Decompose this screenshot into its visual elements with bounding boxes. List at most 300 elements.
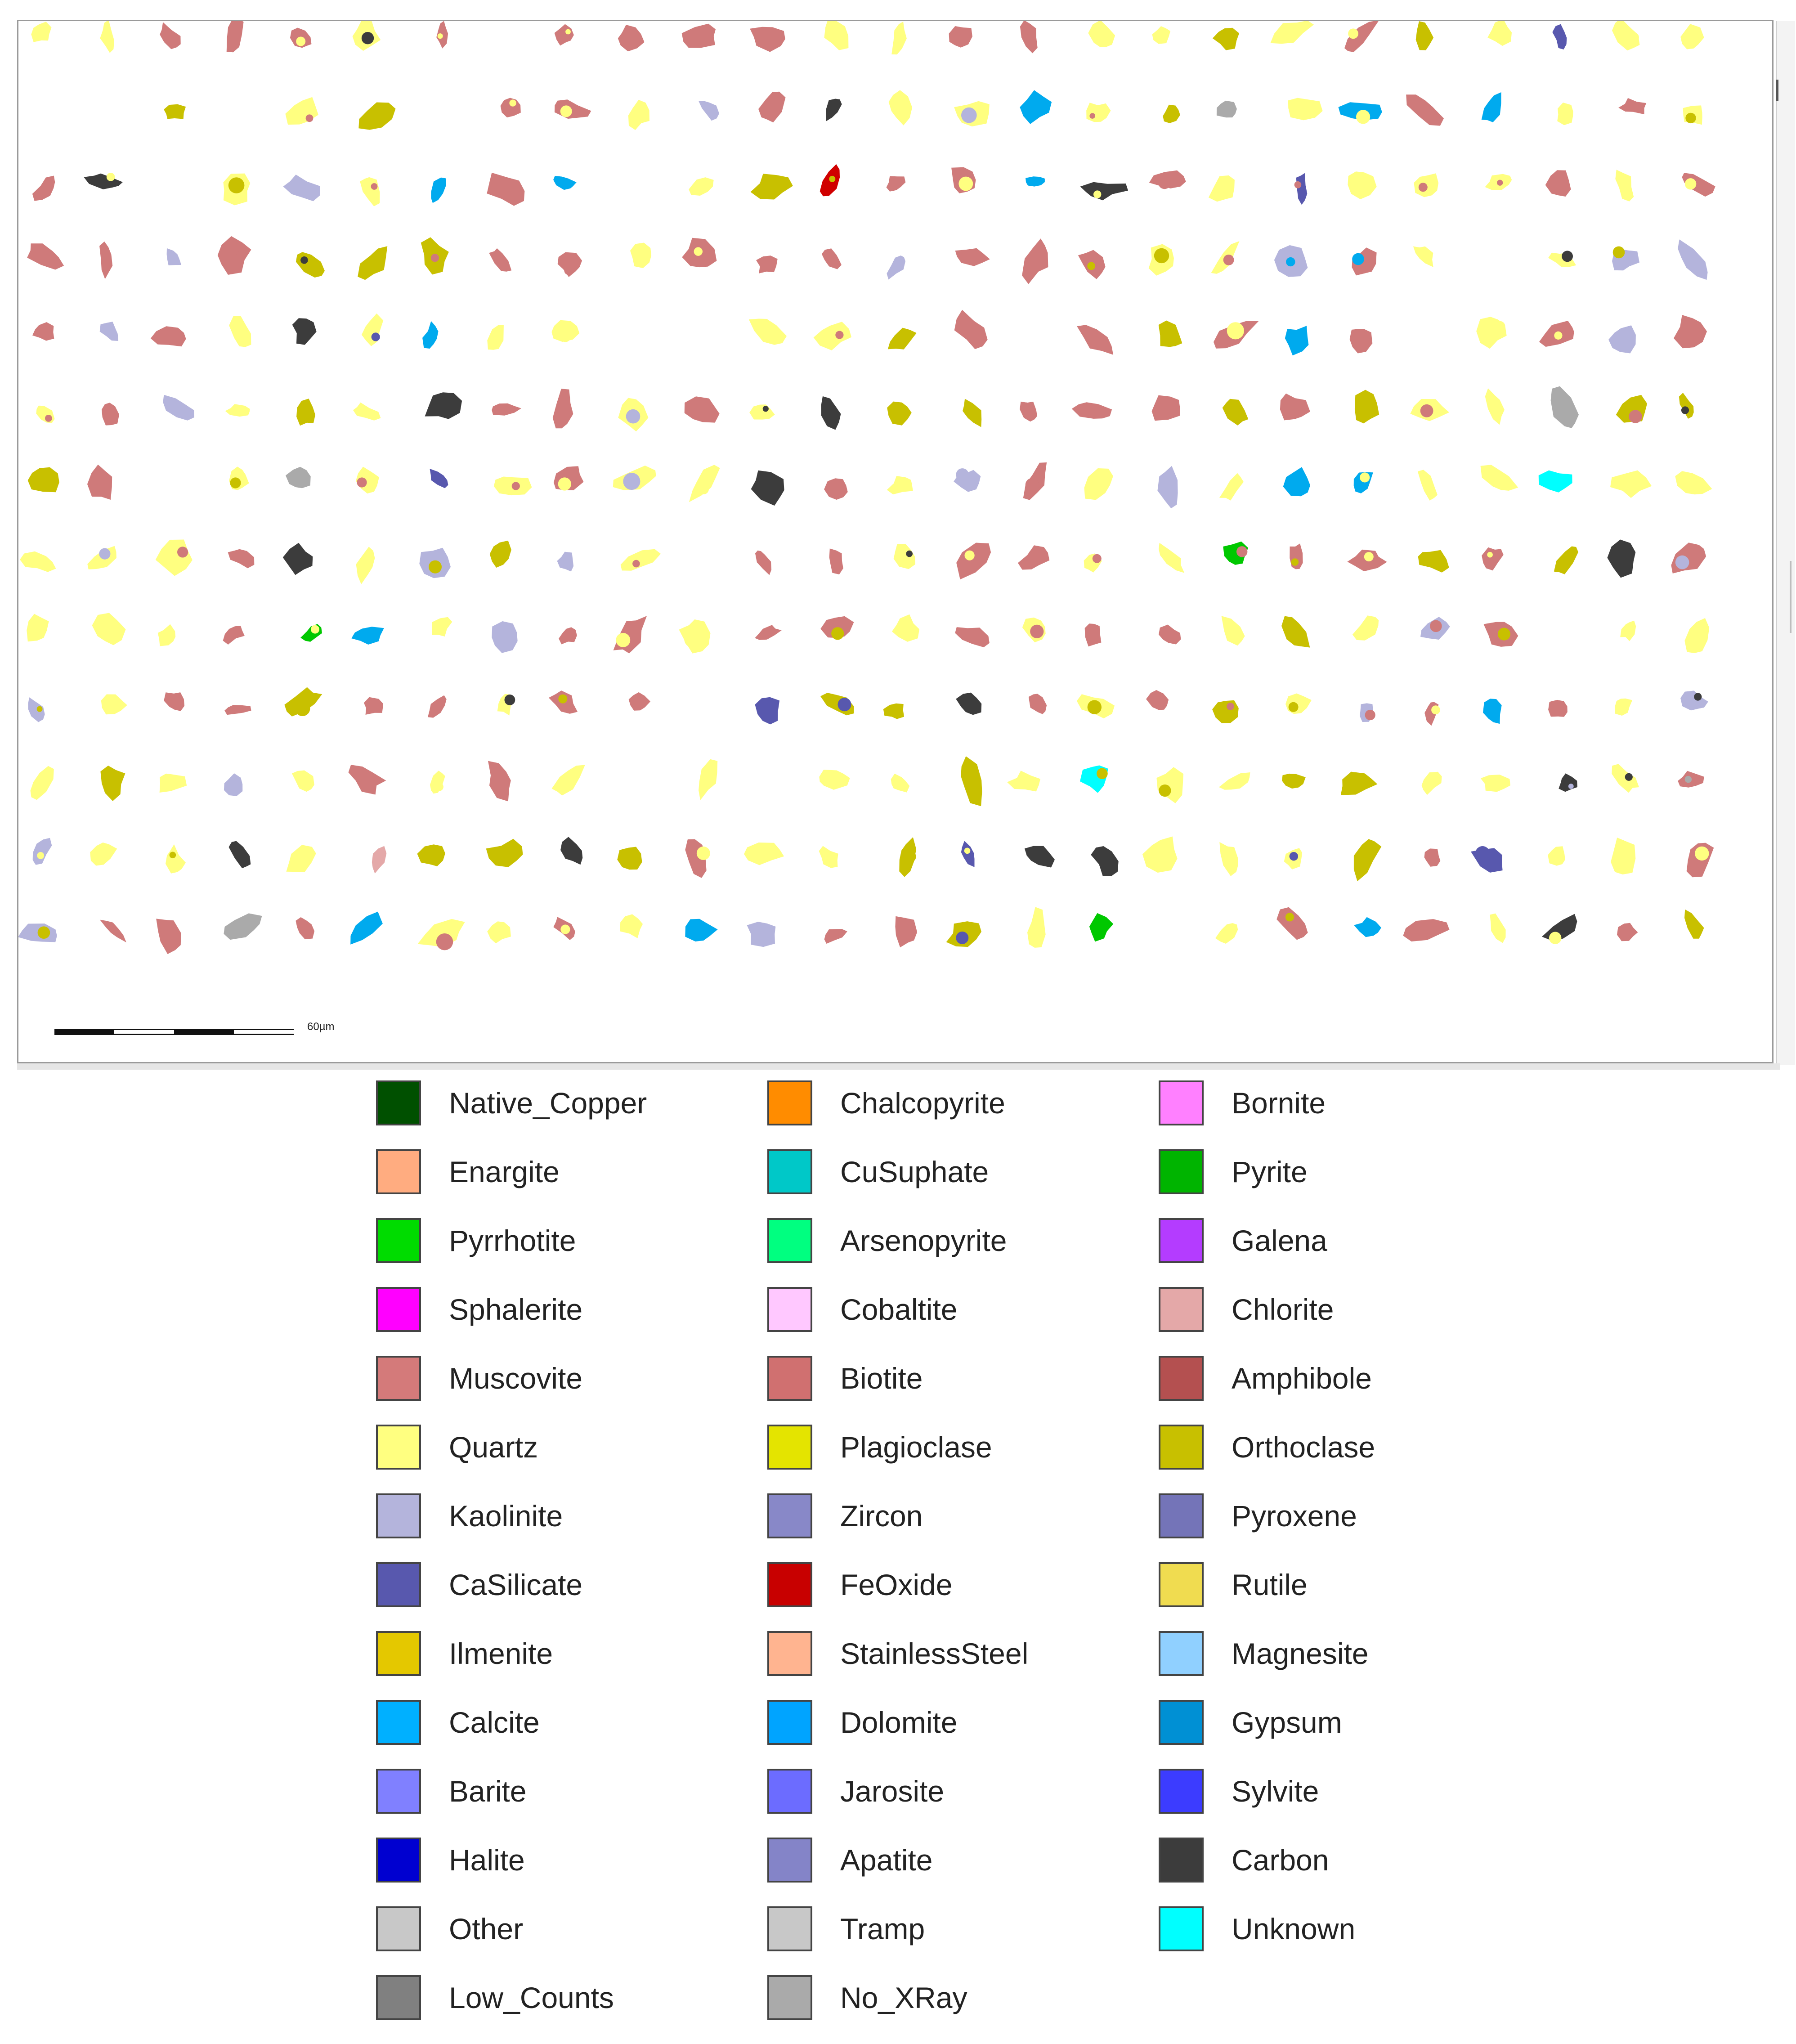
vertical-scrollbar[interactable] [1776,21,1795,1065]
particle[interactable] [1674,315,1707,348]
particle[interactable] [372,846,387,874]
particle[interactable] [1086,103,1111,122]
particle[interactable] [1163,105,1180,123]
particle[interactable] [1022,238,1048,284]
legend-color-swatch [767,1287,812,1332]
particle[interactable] [1157,466,1178,509]
particle[interactable] [685,396,720,422]
particle[interactable] [954,310,988,349]
particle[interactable] [824,478,848,500]
particle[interactable] [1084,468,1113,500]
particle[interactable] [895,916,917,947]
particle-inclusion [1694,693,1702,700]
particle[interactable] [1091,846,1119,876]
particle[interactable] [1678,239,1707,280]
particle[interactable] [350,912,383,945]
particle[interactable] [1679,393,1694,419]
particle[interactable] [164,692,184,711]
particle[interactable] [156,919,181,954]
particle[interactable] [699,759,717,800]
particle[interactable] [1418,550,1449,573]
particle[interactable] [887,402,912,426]
particle-inclusion [1294,181,1302,188]
particle[interactable] [160,22,181,49]
particle[interactable] [225,404,250,417]
particle[interactable] [364,697,383,715]
particle[interactable] [492,403,521,416]
particle[interactable] [756,256,778,273]
particle[interactable] [1270,21,1314,44]
particle[interactable] [1618,98,1646,114]
particle[interactable] [1548,846,1565,865]
particle[interactable] [31,22,51,42]
particle[interactable] [101,695,127,715]
particle[interactable] [490,541,511,568]
particle[interactable] [1413,247,1433,267]
particle[interactable] [883,704,904,719]
particle[interactable] [887,476,913,494]
particle[interactable] [1025,846,1055,868]
particle[interactable] [689,177,714,196]
particle[interactable] [1620,621,1636,641]
particle[interactable] [356,547,375,584]
particle[interactable] [1680,690,1708,710]
legend-item [1159,1769,1527,1814]
particle[interactable] [224,913,262,940]
particle[interactable] [32,322,54,341]
particle[interactable] [1152,395,1180,421]
particle-inclusion [1420,404,1433,417]
particle[interactable] [891,774,910,793]
particle[interactable] [961,756,982,806]
particle[interactable] [488,761,511,802]
particle-inclusion [1352,253,1364,265]
particle-inclusion [1286,257,1295,266]
particle[interactable] [1159,543,1184,573]
particle[interactable] [227,21,244,52]
particle[interactable] [758,92,785,122]
particle[interactable] [90,843,117,866]
particle[interactable] [630,243,651,269]
particle[interactable] [362,314,383,346]
legend-item [767,1838,1136,1883]
particle-inclusion [372,332,380,341]
particle[interactable] [821,396,841,430]
particle[interactable] [620,914,643,938]
particle[interactable] [822,248,842,269]
particle[interactable] [1215,923,1238,944]
particle[interactable] [1348,171,1376,199]
particle[interactable] [555,24,574,46]
particle[interactable] [1354,917,1381,937]
particle[interactable] [1296,173,1308,205]
particle[interactable] [349,765,386,794]
particle[interactable] [755,551,771,575]
particle[interactable] [92,613,126,645]
particle[interactable] [1481,465,1518,491]
legend-color-swatch [376,1287,421,1332]
particle[interactable] [552,765,585,796]
particle[interactable] [1089,913,1113,941]
legend-item [767,1906,1136,1951]
particle-inclusion [1675,556,1689,569]
particle[interactable] [1280,394,1310,421]
particle-inclusion [1223,255,1234,265]
particle[interactable] [158,624,176,646]
particle-inclusion [1227,322,1244,339]
particle[interactable] [956,693,981,715]
particle[interactable] [614,616,647,654]
particle[interactable] [430,469,448,488]
particle[interactable] [1217,101,1237,118]
particle[interactable] [360,177,380,206]
particle[interactable] [292,771,314,792]
particle[interactable] [814,322,851,350]
particle[interactable] [1282,774,1306,789]
particle[interactable] [1482,547,1504,571]
particle[interactable] [1285,326,1309,355]
particle[interactable] [1027,907,1046,948]
particle-inclusion [37,706,43,712]
particle[interactable] [1559,773,1577,792]
particle[interactable] [99,242,112,279]
particle[interactable] [283,543,313,575]
particle-map-viewer[interactable] [17,20,1774,1063]
particle[interactable] [1213,28,1239,50]
particle[interactable] [27,243,64,269]
particle[interactable] [487,921,511,943]
particle-inclusion [771,32,780,41]
particle[interactable] [1020,90,1052,124]
particle[interactable] [1539,471,1572,493]
particle[interactable] [1219,772,1250,790]
particle[interactable] [894,544,915,569]
legend-item [1159,1425,1527,1470]
particle[interactable] [1671,542,1706,574]
particle[interactable] [1222,616,1245,645]
particle[interactable] [353,403,381,421]
particle[interactable] [1416,21,1433,50]
particle[interactable] [751,174,793,199]
particle[interactable] [1418,470,1438,500]
particle-inclusion [1419,183,1428,192]
particle[interactable] [20,551,56,572]
legend-item [767,1080,1136,1125]
particle[interactable] [824,21,848,50]
particle[interactable] [1159,321,1182,347]
particle[interactable] [1406,94,1444,126]
particle[interactable] [1483,699,1502,724]
particle[interactable] [555,99,591,119]
particle[interactable] [1341,772,1378,795]
particle[interactable] [617,847,642,870]
particle[interactable] [1684,910,1704,939]
particle[interactable] [685,919,717,941]
particle[interactable] [300,624,322,642]
particle[interactable] [1355,390,1379,424]
particle-inclusion [509,99,516,106]
legend-label: Native_Copper [449,1086,647,1120]
particle[interactable] [1146,690,1169,710]
particle[interactable] [629,692,650,711]
particle[interactable] [621,549,661,571]
particle[interactable] [432,617,452,637]
particle[interactable] [1026,176,1045,186]
particle[interactable] [1276,907,1308,940]
legend-label: Arsenopyrite [840,1224,1007,1257]
particle[interactable] [1219,842,1238,876]
particle[interactable] [36,406,54,423]
particle[interactable] [824,929,847,944]
particle[interactable] [1007,771,1040,791]
particle[interactable] [358,103,395,130]
particle[interactable] [1142,837,1178,873]
particle[interactable] [1350,329,1373,353]
particle[interactable] [749,319,787,345]
particle[interactable] [1548,700,1568,717]
particle[interactable] [163,395,194,421]
particle[interactable] [487,173,524,206]
particle[interactable] [292,318,317,345]
particle[interactable] [1608,325,1636,353]
particle[interactable] [1152,26,1171,44]
particle[interactable] [956,543,991,580]
legend-color-swatch [767,1218,812,1263]
particle[interactable] [1545,170,1571,197]
particle[interactable] [1403,919,1449,941]
particle[interactable] [425,392,462,419]
particle[interactable] [1080,182,1128,201]
particle[interactable] [1485,388,1505,425]
particle[interactable] [286,845,316,872]
particle[interactable] [1607,540,1635,578]
particle[interactable] [87,465,112,500]
particle[interactable] [1283,467,1310,496]
particle[interactable] [560,837,582,865]
particle[interactable] [1288,98,1323,121]
particle[interactable] [151,326,186,346]
particle[interactable] [422,321,438,349]
particle[interactable] [1617,923,1638,941]
particle[interactable] [1675,471,1712,494]
legend-color-swatch [1159,1149,1204,1194]
particle[interactable] [31,766,54,800]
particle[interactable] [618,25,645,51]
particle-inclusion [230,477,241,488]
particle[interactable] [33,838,52,865]
particle[interactable] [224,773,242,796]
particle[interactable] [358,246,387,280]
particle[interactable] [224,705,251,715]
particle[interactable] [1156,767,1183,803]
particle[interactable] [487,325,504,350]
particle[interactable] [963,399,981,427]
legend-item [767,1218,1136,1263]
particle[interactable] [156,540,193,576]
particle[interactable] [628,100,649,130]
particle[interactable] [750,27,785,52]
particle[interactable] [160,774,187,793]
legend-color-swatch [767,1080,812,1125]
particle-inclusion [623,473,640,490]
legend-label: Pyrrhotite [449,1224,576,1257]
particle[interactable] [1029,694,1047,714]
particle[interactable] [749,404,775,419]
particle-inclusion [1364,552,1374,561]
particle[interactable] [955,248,990,266]
particle[interactable] [1615,699,1633,716]
legend-color-swatch [767,1769,812,1814]
particle[interactable] [1085,623,1102,646]
particle[interactable] [553,176,577,190]
particle[interactable] [167,248,182,265]
particle[interactable] [285,97,318,125]
particle-map-canvas[interactable] [18,21,1775,1065]
particle[interactable] [889,90,913,125]
particle[interactable] [891,22,907,54]
particle-inclusion [1625,773,1633,781]
mineral-legend [376,1080,1456,2025]
particle[interactable] [84,174,123,189]
particle[interactable] [100,766,125,801]
particle[interactable] [955,627,990,647]
particle[interactable] [1610,471,1652,498]
particle-inclusion [899,627,907,635]
legend-label: CaSilicate [449,1568,583,1601]
particle[interactable] [689,465,720,502]
particle[interactable] [164,104,186,119]
particle[interactable] [1680,24,1704,49]
pane-splitter-handle[interactable] [1790,561,1792,633]
particle[interactable] [1684,618,1709,653]
particle[interactable] [32,176,55,201]
particle[interactable] [755,625,782,640]
particle[interactable] [283,175,320,201]
legend-color-swatch [376,1562,421,1607]
particle[interactable] [961,841,975,867]
particle[interactable] [819,846,838,868]
particle[interactable] [755,697,780,725]
particle[interactable] [102,403,119,425]
particle-inclusion [224,241,239,256]
particle[interactable] [223,626,245,645]
legend-color-swatch [767,1562,812,1607]
particle-inclusion [296,37,305,46]
particle[interactable] [1552,24,1567,49]
particle[interactable] [489,248,511,272]
particle[interactable] [747,922,776,947]
particle[interactable] [228,549,255,569]
particle[interactable] [559,627,577,644]
particle[interactable] [682,24,716,48]
particle-inclusion [1348,28,1358,39]
particle[interactable] [1281,616,1310,648]
particle-inclusion [295,701,310,716]
particle[interactable] [888,328,917,350]
particle[interactable] [1424,848,1441,866]
particle[interactable] [887,176,906,192]
particle-inclusion [1554,332,1562,340]
scrollbar-thumb[interactable] [1776,80,1778,101]
particle-inclusion [1629,32,1639,42]
particle[interactable] [1072,402,1112,419]
particle[interactable] [27,614,49,642]
particle[interactable] [699,101,719,121]
particle[interactable] [1088,21,1115,47]
particle-inclusion [37,852,44,859]
particle[interactable] [1481,775,1510,792]
particle-inclusion [1430,773,1440,783]
particle[interactable] [166,844,186,874]
particle[interactable] [286,467,311,489]
particle[interactable] [1212,700,1239,723]
particle[interactable] [1285,694,1312,714]
particle[interactable] [1353,615,1379,640]
particle[interactable] [431,178,446,203]
particle[interactable] [229,841,251,869]
particle[interactable] [1209,175,1235,202]
particle[interactable] [1482,92,1501,122]
particle[interactable] [829,548,843,574]
particle[interactable] [1554,547,1578,574]
particle[interactable] [296,399,315,426]
particle[interactable] [819,770,850,790]
particle[interactable] [100,21,114,53]
particle[interactable] [1354,839,1381,881]
particle[interactable] [553,389,573,428]
particle-inclusion [958,177,973,191]
particle-inclusion [300,256,308,264]
particle[interactable] [1551,386,1579,428]
particle[interactable] [492,621,517,653]
particle[interactable] [100,322,118,341]
particle-inclusion [829,176,835,182]
particle[interactable] [28,467,59,493]
particle[interactable] [751,471,784,506]
particle[interactable] [887,256,905,280]
particle[interactable] [229,316,251,347]
particle-inclusion [1236,546,1247,557]
particle[interactable] [296,917,314,939]
particle[interactable] [351,627,384,645]
particle[interactable] [1611,838,1635,874]
particle[interactable] [1077,325,1113,355]
particle[interactable] [826,99,842,121]
particle[interactable] [1219,473,1244,501]
particle[interactable] [417,844,445,866]
particle[interactable] [1615,170,1634,201]
particle-inclusion [956,468,968,481]
legend-label: Pyroxene [1232,1499,1357,1533]
particle-inclusion [560,332,571,342]
particle[interactable] [557,552,574,572]
legend-item [1159,1700,1527,1745]
particle[interactable] [100,920,126,943]
legend-label: Tramp [840,1912,925,1945]
particle-inclusion [626,409,640,424]
particle[interactable] [1557,103,1573,125]
particle[interactable] [486,839,523,867]
scale-bar-segment [54,1029,114,1035]
particle[interactable] [1223,399,1249,426]
particle-inclusion [311,625,319,634]
particle[interactable] [1159,625,1181,645]
particle-inclusion [1498,628,1510,641]
particle-inclusion [1289,702,1299,712]
particle[interactable] [428,695,447,718]
particle[interactable] [296,252,325,278]
legend-label: Sphalerite [449,1293,583,1326]
